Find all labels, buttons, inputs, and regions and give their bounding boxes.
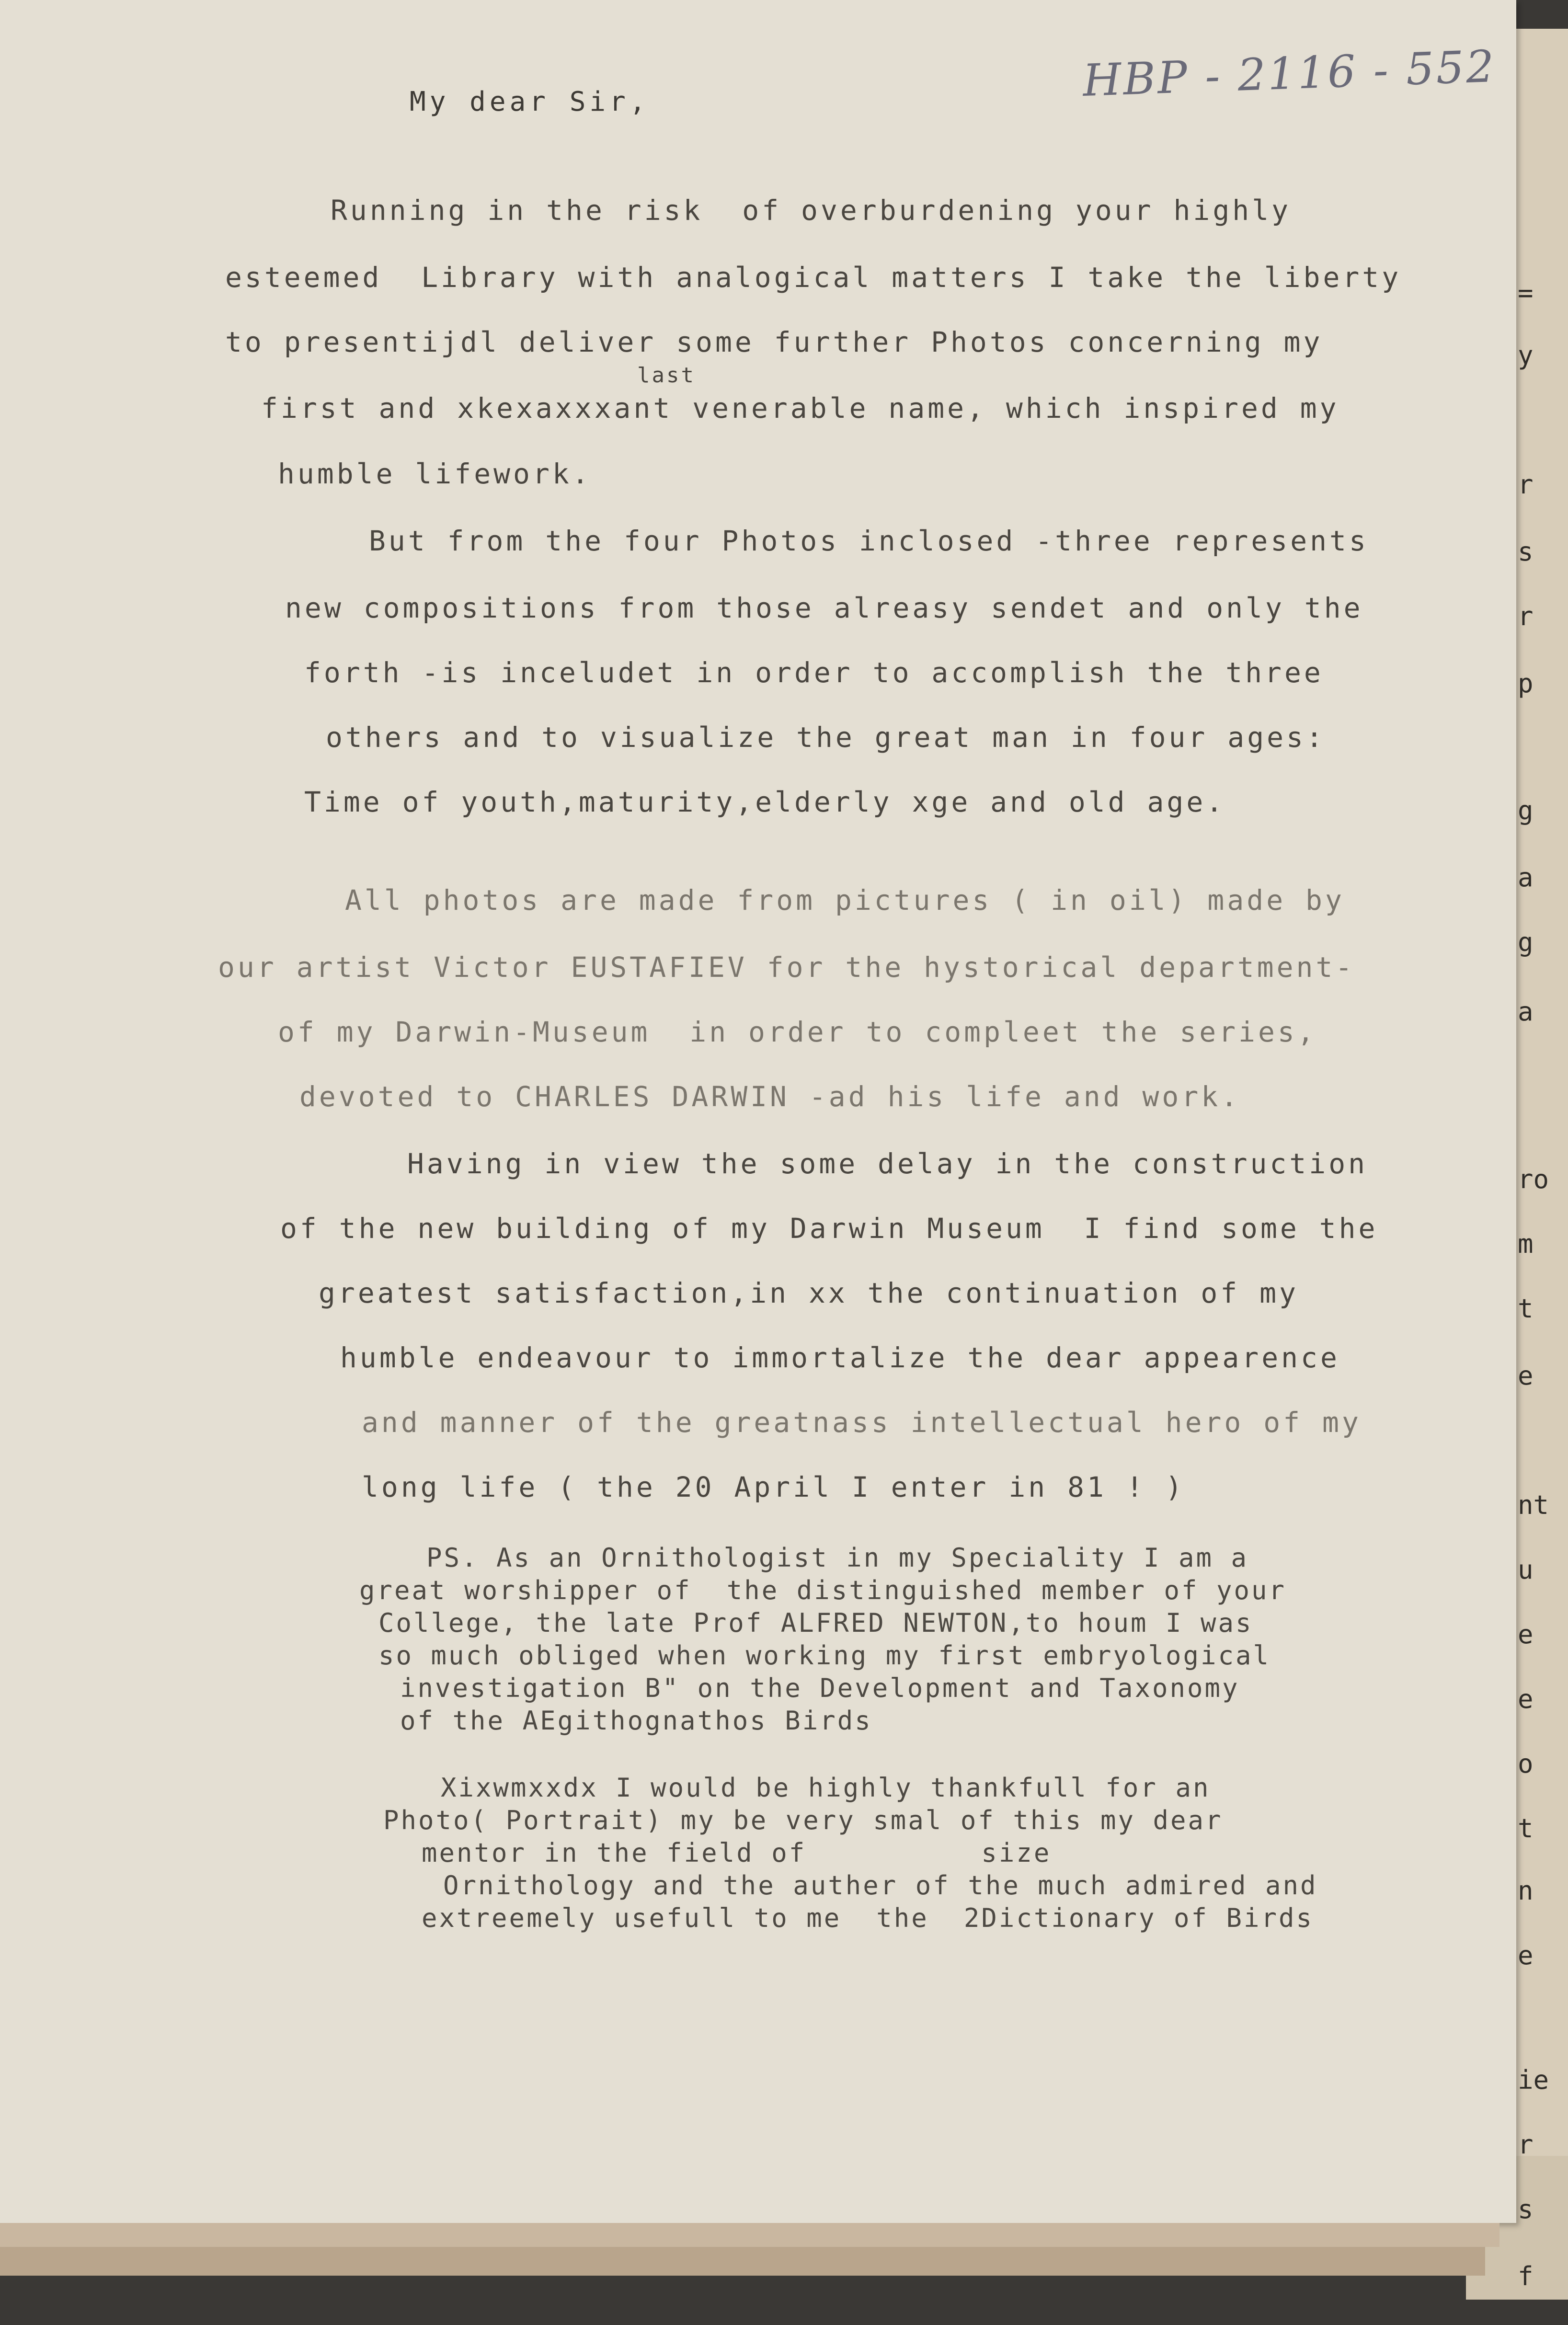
letter-line: to presentijdl deliver some further Photos concerning my <box>225 326 1323 358</box>
postscript-line: extreemely usefull to me the 2Dictionary of Birds <box>422 1903 1314 1933</box>
postscript-line: mentor in the field of size <box>422 1838 1052 1868</box>
letter-line: forth -is inceludet in order to accomplish the three <box>304 656 1324 689</box>
postscript-line: Xixwmxxdx I would be highly thankfull for an <box>441 1773 1211 1803</box>
letter-line: Time of youth,maturity,elderly xge and old age. <box>304 786 1226 818</box>
postscript-line: investigation B" on the Development and Taxonomy <box>400 1673 1240 1703</box>
postscript-line: Ornithology and the auther of the much admired and <box>443 1870 1318 1901</box>
postscript-line: of the AEgithognathos Birds <box>400 1706 872 1736</box>
postscript-line: College, the late Prof ALFRED NEWTON,to houm I was <box>378 1608 1253 1638</box>
salutation: My dear Sir, <box>410 86 650 117</box>
letter-line: others and to visualize the great man in four ages: <box>326 721 1326 754</box>
postscript-line: great worshipper of the distinguished member of your <box>359 1575 1287 1605</box>
edge-fragment: u <box>1518 1555 1534 1585</box>
edge-fragment: s <box>1518 537 1534 567</box>
edge-fragment: = <box>1518 278 1534 308</box>
edge-fragment: t <box>1518 1813 1534 1844</box>
edge-fragment: f <box>1518 2261 1534 2291</box>
letter-line: humble endeavour to immortalize the dear appearence <box>340 1341 1340 1374</box>
letter-line: But from the four Photos inclosed -three represents <box>369 525 1369 557</box>
edge-fragment: e <box>1518 1619 1534 1649</box>
letter-line: Having in view the some delay in the construction <box>407 1147 1368 1180</box>
edge-fragment: p <box>1518 668 1534 699</box>
edge-fragment: g <box>1518 795 1534 825</box>
edge-fragment: y <box>1518 340 1534 370</box>
postscript-line: PS. As an Ornithologist in my Speciality I am a <box>426 1543 1249 1573</box>
edge-fragment: ro <box>1518 1164 1549 1194</box>
letter-line: and manner of the greatnass intellectual hero of my <box>362 1406 1362 1439</box>
postscript-line: Photo( Portrait) my be very smal of this my dear <box>383 1805 1223 1835</box>
edge-fragment: o <box>1518 1749 1534 1779</box>
edge-fragment: r <box>1518 601 1534 631</box>
letter-line: our artist Victor EUSTAFIEV for the hystorical department- <box>218 951 1355 984</box>
letter-line: humble lifework. <box>278 458 592 490</box>
archive-reference: HBP - 2116 - 552 <box>1082 40 1497 107</box>
edge-fragment: a <box>1518 862 1534 893</box>
edge-fragment: e <box>1518 1361 1534 1391</box>
edge-fragment: e <box>1518 1940 1534 1970</box>
letter-line: greatest satisfaction,in xx the continuation of my <box>319 1277 1299 1309</box>
letter-line: Running in the risk of overburdening your highly <box>331 194 1292 227</box>
letter-line: new compositions from those alreasy sendet and only the <box>285 592 1363 624</box>
edge-fragment: m <box>1518 1229 1534 1259</box>
edge-fragment: n <box>1518 1876 1534 1906</box>
postscript-line: so much obliged when working my first embryological <box>378 1640 1271 1671</box>
letter-line: esteemed Library with analogical matters I take the liberty <box>225 261 1402 294</box>
letter-line: devoted to CHARLES DARWIN -ad his life and work. <box>299 1080 1241 1113</box>
letter-line: long life ( the 20 April I enter in 81 ! ) <box>362 1471 1185 1503</box>
edge-fragment: a <box>1518 996 1534 1027</box>
edge-fragment: e <box>1518 1684 1534 1714</box>
edge-fragment: t <box>1518 1294 1534 1324</box>
edge-fragment: g <box>1518 927 1534 957</box>
letter-line: of the new building of my Darwin Museum I find some the <box>280 1212 1378 1245</box>
edge-fragment: r <box>1518 2130 1534 2160</box>
letter-line: first and xkexaxxxant venerable name, which inspired my <box>261 392 1339 424</box>
handwritten-insert: last <box>637 363 696 388</box>
letter-line: All photos are made from pictures ( in oil) made by <box>345 884 1345 916</box>
edge-fragment: nt <box>1518 1490 1549 1520</box>
page-edge-strip <box>0 2247 1485 2276</box>
letter-line: of my Darwin-Museum in order to compleet the series, <box>278 1016 1317 1048</box>
edge-fragment: ie <box>1518 2065 1549 2095</box>
page-edge-strip <box>0 2223 1499 2247</box>
edge-fragment: s <box>1518 2194 1534 2224</box>
edge-fragment: r <box>1518 470 1534 500</box>
